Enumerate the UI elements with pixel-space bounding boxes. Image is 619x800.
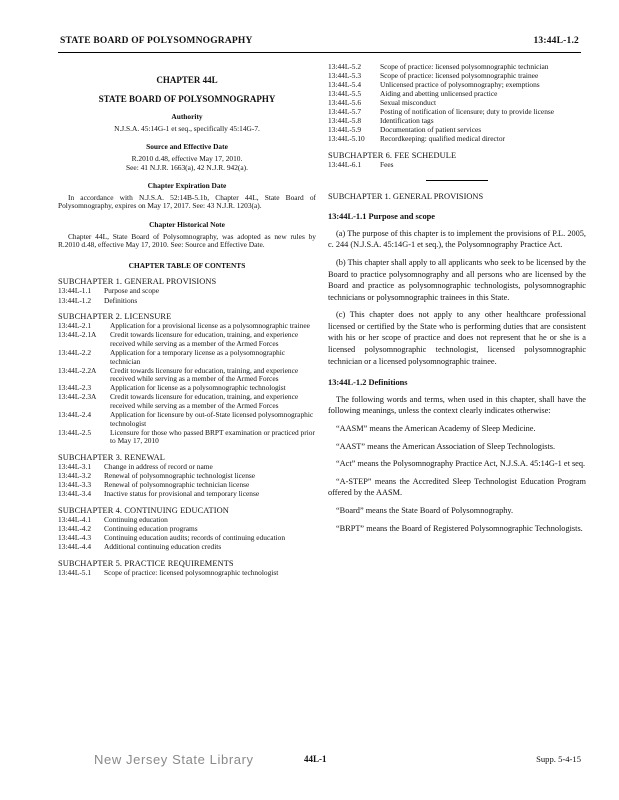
toc-entry-title: Credit towards licensure for education, training, and experience received while serving as a member of the Armed Forces — [110, 392, 299, 411]
toc-entry-code: 13:44L-5.6 — [328, 97, 362, 107]
toc-entry — [58, 490, 316, 499]
subchapter-1-heading: SUBCHAPTER 1. GENERAL PROVISIONS — [328, 191, 484, 201]
subchapter-6-list — [328, 161, 586, 170]
toc-heading: CHAPTER TABLE OF CONTENTS — [128, 260, 246, 270]
toc-entry-code: 13:44L-3.3 — [58, 480, 92, 490]
toc-entry-title: Inactive status for provisional and temporary license — [104, 489, 260, 499]
toc-entry — [328, 161, 586, 170]
toc-entry-code: 13:44L-4.1 — [58, 515, 92, 525]
body-paragraph: “Board” means the State Board of Polysomnography. — [336, 506, 514, 515]
section-1-2-body — [328, 394, 586, 534]
header-title: STATE BOARD OF POLYSOMNOGRAPHY — [60, 36, 253, 46]
toc-entry — [58, 331, 316, 348]
toc-entry — [58, 569, 316, 578]
toc-entry-code: 13:44L-5.2 — [328, 61, 362, 71]
toc-entry — [58, 393, 316, 410]
toc-entry — [58, 297, 316, 306]
toc-entry-title: Scope of practice: licensed polysomnographic technician — [380, 61, 549, 71]
body-paragraph: “A-STEP” means the Accredited Sleep Technologist Education Program offered by the AASM. — [328, 476, 586, 498]
historical-note-text: Chapter 44L, State Board of Polysomnography, was adopted as new rules by R.2010 d.48, effective May 17, 2010. See: Source and Effective Date. — [58, 231, 316, 250]
toc-entry-code: 13:44L-3.1 — [58, 462, 92, 472]
expiration-heading: Chapter Expiration Date — [147, 181, 227, 191]
running-header — [60, 36, 579, 50]
header-section-number: 13:44L-1.2 — [533, 36, 579, 46]
left-column — [58, 62, 316, 578]
toc-entry-code: 13:44L-5.9 — [328, 125, 362, 135]
toc-entry-title: Change in address of record or name — [104, 462, 213, 472]
toc-subchapter-heading: SUBCHAPTER 3. RENEWAL — [58, 453, 166, 462]
body-paragraph: “AAST” means the American Association of Sleep Technologists. — [336, 441, 556, 451]
toc-entry — [58, 367, 316, 384]
chapter-title: STATE BOARD OF POLYSOMNOGRAPHY — [98, 93, 276, 104]
toc-entry-title: Application for license as a polysomnographic technologist — [110, 383, 286, 393]
toc-entry-code: 13:44L-2.3A — [58, 392, 97, 402]
toc-entry-title: Unlicensed practice of polysomnography; exemptions — [380, 79, 540, 89]
toc-entry-code: 13:44L-2.1 — [58, 321, 92, 331]
source-line-1: R.2010 d.48, effective May 17, 2010. — [131, 153, 243, 163]
toc-entry-code: 13:44L-5.5 — [328, 88, 362, 98]
toc-entry — [58, 543, 316, 552]
toc-entry-title: Credit towards licensure for education, training, and experience received while serving as a member of the Armed Forces — [110, 330, 299, 348]
toc-entry — [58, 411, 316, 428]
section-1-1-body — [328, 228, 586, 368]
toc-entry-code: 13:44L-2.5 — [58, 427, 92, 437]
toc-entry-title: Application for a provisional license as a polysomnographic trainee — [110, 321, 310, 331]
toc-entry-title: Renewal of polysomnographic technologist license — [104, 471, 256, 481]
section-1-1-heading: 13:44L-1.1 Purpose and scope — [328, 212, 436, 222]
toc-entry-title: Continuing education — [104, 515, 168, 525]
toc-entry — [58, 429, 316, 446]
body-paragraph: (c) This chapter does not apply to any other healthcare professional licensed or certified by the State who is performing duties that are consistent with his or her scope of practice and does not represent that he or she is a licensed polysomnographic technologist, licensed polysomnographic technician or a licensed polysomnographic trainee. — [328, 310, 586, 366]
toc-entry-code: 13:44L-2.4 — [58, 410, 92, 420]
supplement-date: Supp. 5-4-15 — [536, 754, 581, 764]
toc-entry-title: Scope of practice: licensed polysomnographic technologist — [104, 568, 279, 578]
toc-subchapter-heading: SUBCHAPTER 4. CONTINUING EDUCATION — [58, 505, 229, 515]
toc-entry-title: Recordkeeping: qualified medical director — [380, 134, 505, 144]
toc-entry-title: Additional continuing education credits — [104, 542, 222, 552]
section-1-2-heading: 13:44L-1.2 Definitions — [328, 378, 408, 388]
toc-entry-title: Documentation of patient services — [380, 125, 482, 135]
toc-entry-code: 13:44L-5.1 — [58, 568, 92, 578]
toc-entry-title: Continuing education audits; records of continuing education — [104, 533, 286, 543]
toc-entry — [58, 349, 316, 366]
toc-entry — [58, 287, 316, 296]
source-line-2: See: 41 N.J.R. 1663(a), 42 N.J.R. 942(a). — [126, 162, 248, 172]
toc-entry-title: Application for licensure by out-of-State licensed polysomnographic technologist — [110, 410, 314, 428]
toc-entry-title: Credit towards licensure for education, training, and experience received while serving as a member of the Armed Forces — [110, 365, 299, 384]
toc-entry-code: 13:44L-5.7 — [328, 106, 362, 116]
page-number: 44L-1 — [304, 754, 327, 764]
toc-entry-code: 13:44L-2.2 — [58, 347, 92, 357]
chapter-label: CHAPTER 44L — [156, 75, 218, 85]
body-paragraph: The following words and terms, when used in this chapter, shall have the following meanings, unless the context clearly indicates otherwise: — [328, 394, 586, 416]
toc-entry-code: 13:44L-3.4 — [58, 489, 92, 499]
toc-entry-title: Definitions — [104, 295, 138, 305]
toc-entry-title: Renewal of polysomnographic technician license — [104, 480, 250, 490]
toc-entry-title: Continuing education programs — [104, 524, 198, 534]
toc-subchapter-heading: SUBCHAPTER 5. PRACTICE REQUIREMENTS — [58, 558, 234, 568]
toc-entry-title: Posting of notification of licensure; duty to provide license — [380, 106, 555, 116]
toc-subchapter-heading: SUBCHAPTER 1. GENERAL PROVISIONS — [58, 277, 217, 287]
toc-entry-code: 13:44L-6.1 — [328, 159, 362, 169]
body-paragraph: “Act” means the Polysomnography Practice Act, N.J.S.A. 45:14G-1 et seq. — [336, 459, 586, 469]
section-divider — [426, 180, 488, 181]
toc-entry-code: 13:44L-2.2A — [58, 365, 97, 375]
toc-entry-title: Fees — [380, 159, 394, 169]
toc-entry — [328, 90, 586, 99]
toc-entry-code: 13:44L-4.3 — [58, 533, 92, 543]
toc-entry — [328, 81, 586, 90]
table-of-contents — [58, 278, 316, 577]
library-watermark: New Jersey State Library — [94, 752, 254, 767]
toc-entry-code: 13:44L-2.3 — [58, 383, 92, 393]
toc-entry-title: Sexual misconduct — [380, 97, 437, 107]
right-column — [328, 62, 586, 534]
toc-entry-title: Purpose and scope — [104, 286, 160, 296]
toc-entry-title: Licensure for those who passed BRPT examination or practiced prior to May 17, 2010 — [110, 427, 315, 446]
toc-entry-code: 13:44L-1.2 — [58, 295, 92, 305]
body-paragraph: “BRPT” means the Board of Registered Polysomnographic Technologists. — [336, 523, 583, 533]
toc-entry-code: 13:44L-4.2 — [58, 524, 92, 534]
toc-entry — [328, 108, 586, 117]
header-rule — [58, 52, 581, 53]
source-heading: Source and Effective Date — [146, 142, 228, 152]
toc-entry-code: 13:44L-5.4 — [328, 79, 362, 89]
historical-note-heading: Chapter Historical Note — [149, 219, 225, 229]
toc-entry — [328, 135, 586, 144]
page-footer — [58, 752, 581, 772]
body-paragraph: (b) This chapter shall apply to all applicants who seek to be licensed by the Board to practice polysomnography and all persons who are licensed by the Board and practice as polysomnographic technologists, polysomnographic technicians or polysomnographic trainees in this State. — [328, 257, 586, 302]
toc-subchapter-heading: SUBCHAPTER 2. LICENSURE — [58, 312, 172, 322]
toc-entry-code: 13:44L-4.4 — [58, 542, 92, 552]
expiration-text: In accordance with N.J.S.A. 52:14B-5.1b, Chapter 44L, State Board of Polysomnography, expires on May 17, 2017. See: 43 N.J.R. 1203(a). — [58, 192, 316, 211]
body-paragraph: “AASM” means the American Academy of Sleep Medicine. — [336, 424, 536, 434]
authority-text: N.J.S.A. 45:14G-1 et seq., specifically 45:14G-7. — [114, 123, 260, 133]
toc-entry — [328, 63, 586, 72]
toc-entry-code: 13:44L-3.2 — [58, 471, 92, 481]
body-paragraph: (a) The purpose of this chapter is to implement the provisions of P.L. 2005, c. 244 (N.J.S.A. 45:14G-1 et seq.), the Polysomnography Practice Act. — [328, 228, 586, 250]
toc-entry-title: Scope of practice: licensed polysomnographic trainee — [380, 70, 539, 80]
toc-entry-code: 13:44L-1.1 — [58, 286, 92, 296]
toc-entry-code: 13:44L-2.1A — [58, 330, 97, 340]
toc-entry-title: Aiding and abetting unlicensed practice — [380, 88, 498, 98]
authority-heading: Authority — [171, 112, 203, 122]
toc-entry-code: 13:44L-5.8 — [328, 116, 362, 126]
toc-entry-title: Identification tags — [380, 116, 434, 126]
toc-entry-code: 13:44L-5.3 — [328, 70, 362, 80]
toc-entry-code: 13:44L-5.10 — [328, 134, 365, 144]
toc-entry-title: Application for a temporary license as a polysomnographic technician — [110, 347, 286, 366]
toc-entry — [328, 72, 586, 81]
subchapter-6-title: SUBCHAPTER 6. FEE SCHEDULE — [328, 150, 457, 160]
table-of-contents-continued — [328, 63, 586, 144]
